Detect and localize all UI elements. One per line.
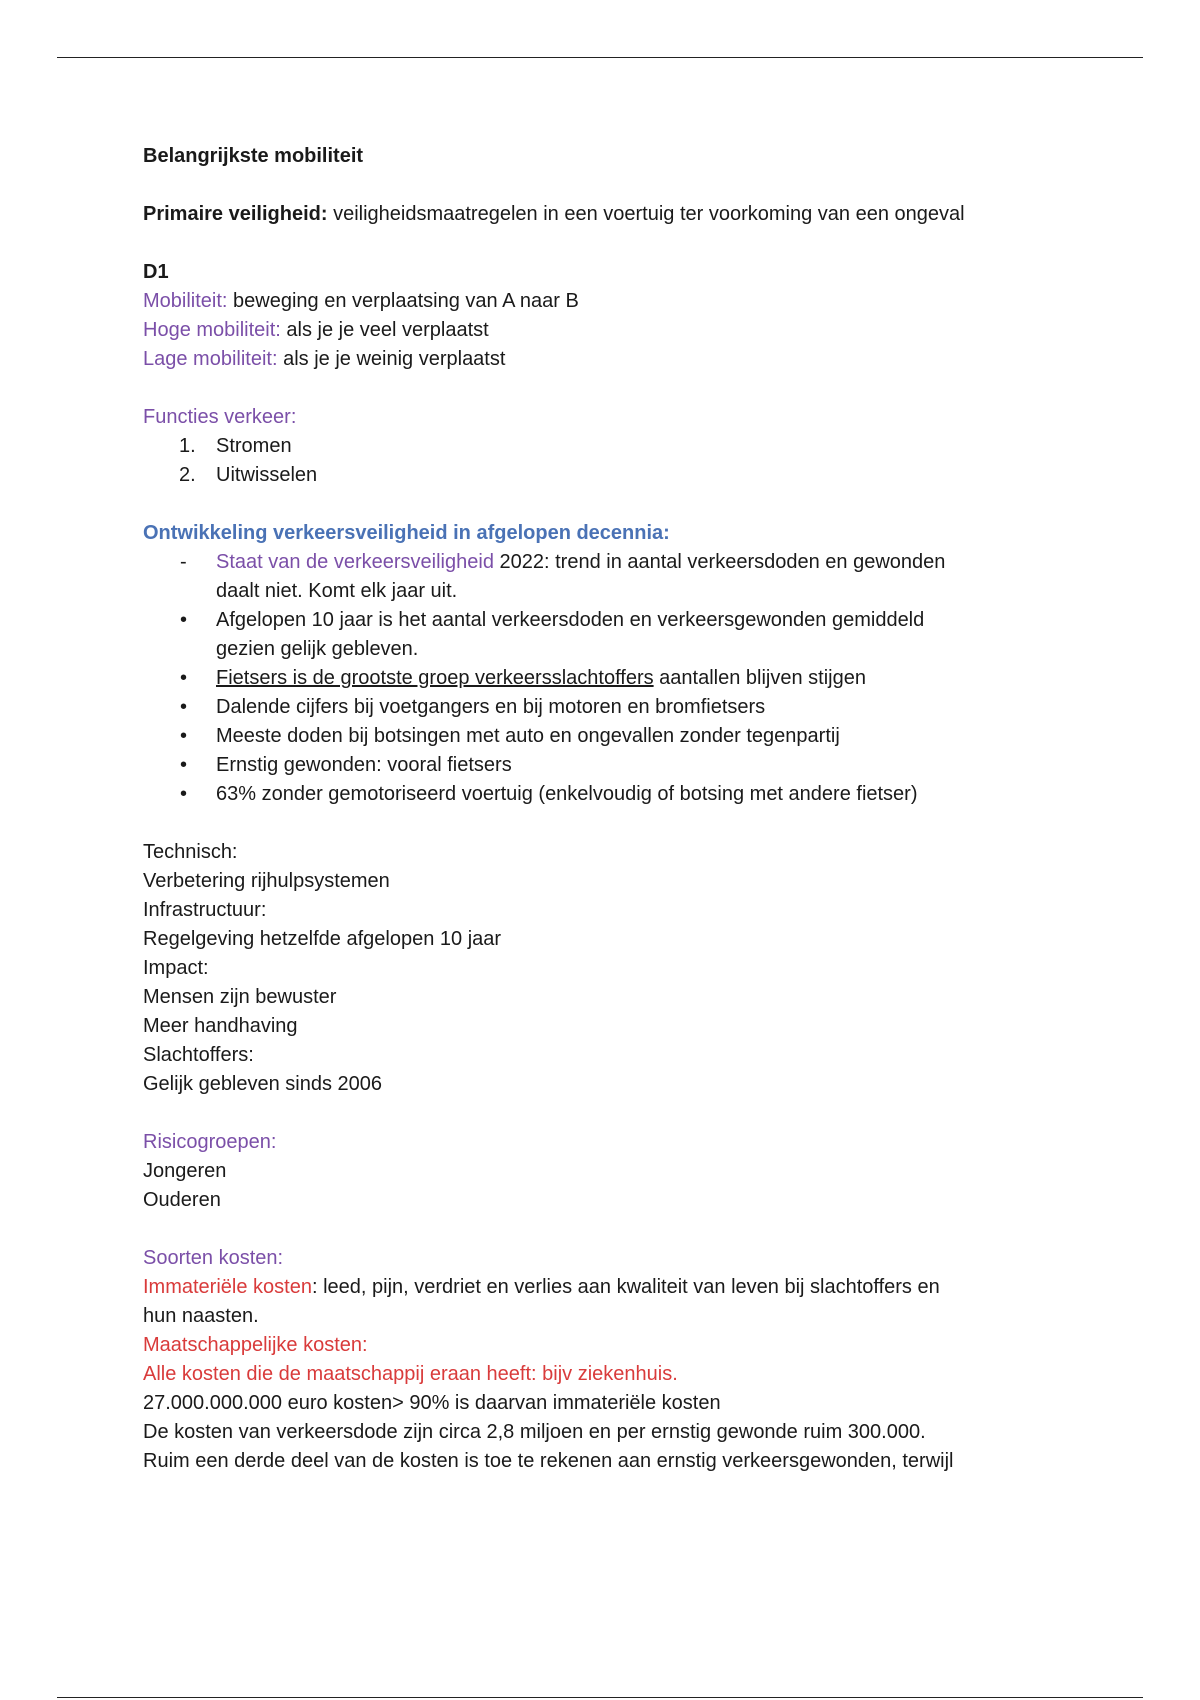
list-item-text: daalt niet. Komt elk jaar uit.: [216, 580, 458, 602]
underlined-text: Fietsers is de grootste groep verkeersslachtoffers: [216, 667, 654, 689]
factor-line: Infrastructuur:: [143, 899, 267, 921]
list-item: [143, 606, 1043, 664]
section-d1-heading: D1: [143, 261, 169, 283]
functions-heading: Functies verkeer:: [143, 406, 297, 428]
list-item-text: 63% zonder gemotoriseerd voertuig (enkelvoudig of botsing met andere fietser): [216, 783, 918, 805]
development-heading: Ontwikkeling verkeersveiligheid in afgelopen decennia:: [143, 522, 670, 544]
definition-term: Hoge mobiliteit:: [143, 319, 281, 341]
list-item: [143, 461, 1043, 490]
functions-list: [143, 432, 1043, 490]
factor-line: Gelijk gebleven sinds 2006: [143, 1073, 383, 1095]
immaterial-costs-continuation: hun naasten.: [143, 1305, 259, 1327]
bullet-marker: •: [180, 609, 188, 631]
factor-line: Verbetering rijhulpsystemen: [143, 870, 390, 892]
bullet-marker: •: [180, 696, 188, 718]
list-item: [143, 548, 1043, 606]
primary-safety-text: veiligheidsmaatregelen in een voertuig ter voorkoming van een ongeval: [327, 203, 965, 225]
list-item-text: Meeste doden bij botsingen met auto en ongevallen zonder tegenpartij: [216, 725, 840, 747]
page-heading: Belangrijkste mobiliteit: [143, 145, 364, 167]
list-item-text: Afgelopen 10 jaar is het aantal verkeersdoden en verkeersgewonden gemiddeld: [216, 609, 925, 631]
list-item-text: Stromen: [216, 435, 292, 457]
development-list: [143, 548, 1043, 809]
list-item: [143, 751, 1043, 780]
report-link-text: Staat van de verkeersveiligheid: [216, 551, 494, 573]
list-item-text: Uitwisselen: [216, 464, 318, 486]
immaterial-costs-text: : leed, pijn, verdriet en verlies aan kwaliteit van leven bij slachtoffers en: [311, 1276, 940, 1298]
list-item: [143, 664, 1043, 693]
definition-text: als je je veel verplaatst: [280, 319, 489, 341]
factor-line: Regelgeving hetzelfde afgelopen 10 jaar: [143, 928, 502, 950]
list-item-text: 2022: trend in aantal verkeersdoden en gewonden: [493, 551, 946, 573]
definition-term: Lage mobiliteit:: [143, 348, 278, 370]
list-item-text: Dalende cijfers bij voetgangers en bij motoren en bromfietsers: [216, 696, 766, 718]
footer-rule: [57, 1697, 1143, 1698]
header-rule: [57, 57, 1143, 58]
factor-line: Mensen zijn bewuster: [143, 986, 337, 1008]
definition-mobiliteit: [143, 287, 1043, 316]
immaterial-costs-term: Immateriële kosten: [143, 1276, 312, 1298]
societal-costs-term: Maatschappelijke kosten:: [143, 1334, 368, 1356]
list-item: [143, 722, 1043, 751]
definition-lage-mobiliteit: [143, 345, 1043, 374]
factor-line: Technisch:: [143, 841, 238, 863]
risk-group-item: Jongeren: [143, 1160, 227, 1182]
factor-line: Impact:: [143, 957, 209, 979]
list-number: 1.: [179, 435, 196, 457]
list-item-text: Ernstig gewonden: vooral fietsers: [216, 754, 512, 776]
definition-hoge-mobiliteit: [143, 316, 1043, 345]
list-item-text: gezien gelijk gebleven.: [216, 638, 419, 660]
immaterial-costs-line: [143, 1273, 1043, 1302]
list-number: 2.: [179, 464, 196, 486]
societal-costs-text: Alle kosten die de maatschappij eraan heeft: bijv ziekenhuis.: [143, 1363, 678, 1385]
risk-groups-heading: Risicogroepen:: [143, 1131, 277, 1153]
definition-text: als je je weinig verplaatst: [277, 348, 506, 370]
bullet-marker: •: [180, 725, 188, 747]
costs-heading: Soorten kosten:: [143, 1247, 284, 1269]
costs-line: 27.000.000.000 euro kosten> 90% is daarvan immateriële kosten: [143, 1392, 721, 1414]
bullet-marker: •: [180, 667, 188, 689]
list-item-text: aantallen blijven stijgen: [653, 667, 866, 689]
risk-group-item: Ouderen: [143, 1189, 221, 1211]
factors-block: [143, 838, 1043, 1099]
list-item: [143, 693, 1043, 722]
definition-text: beweging en verplaatsing van A naar B: [227, 290, 579, 312]
costs-line: Ruim een derde deel van de kosten is toe te rekenen aan ernstig verkeersgewonden, terwijl: [143, 1450, 954, 1472]
list-item: [143, 780, 1043, 809]
primary-safety-term: Primaire veiligheid:: [143, 203, 328, 225]
primary-safety-definition: [143, 200, 1043, 229]
definition-term: Mobiliteit:: [143, 290, 228, 312]
dash-marker: -: [180, 551, 187, 573]
factor-line: Meer handhaving: [143, 1015, 298, 1037]
document-body: [143, 142, 1043, 1476]
costs-line: De kosten van verkeersdode zijn circa 2,8 miljoen en per ernstig gewonde ruim 300.000.: [143, 1421, 926, 1443]
bullet-marker: •: [180, 783, 188, 805]
list-item: [143, 432, 1043, 461]
factor-line: Slachtoffers:: [143, 1044, 254, 1066]
bullet-marker: •: [180, 754, 188, 776]
